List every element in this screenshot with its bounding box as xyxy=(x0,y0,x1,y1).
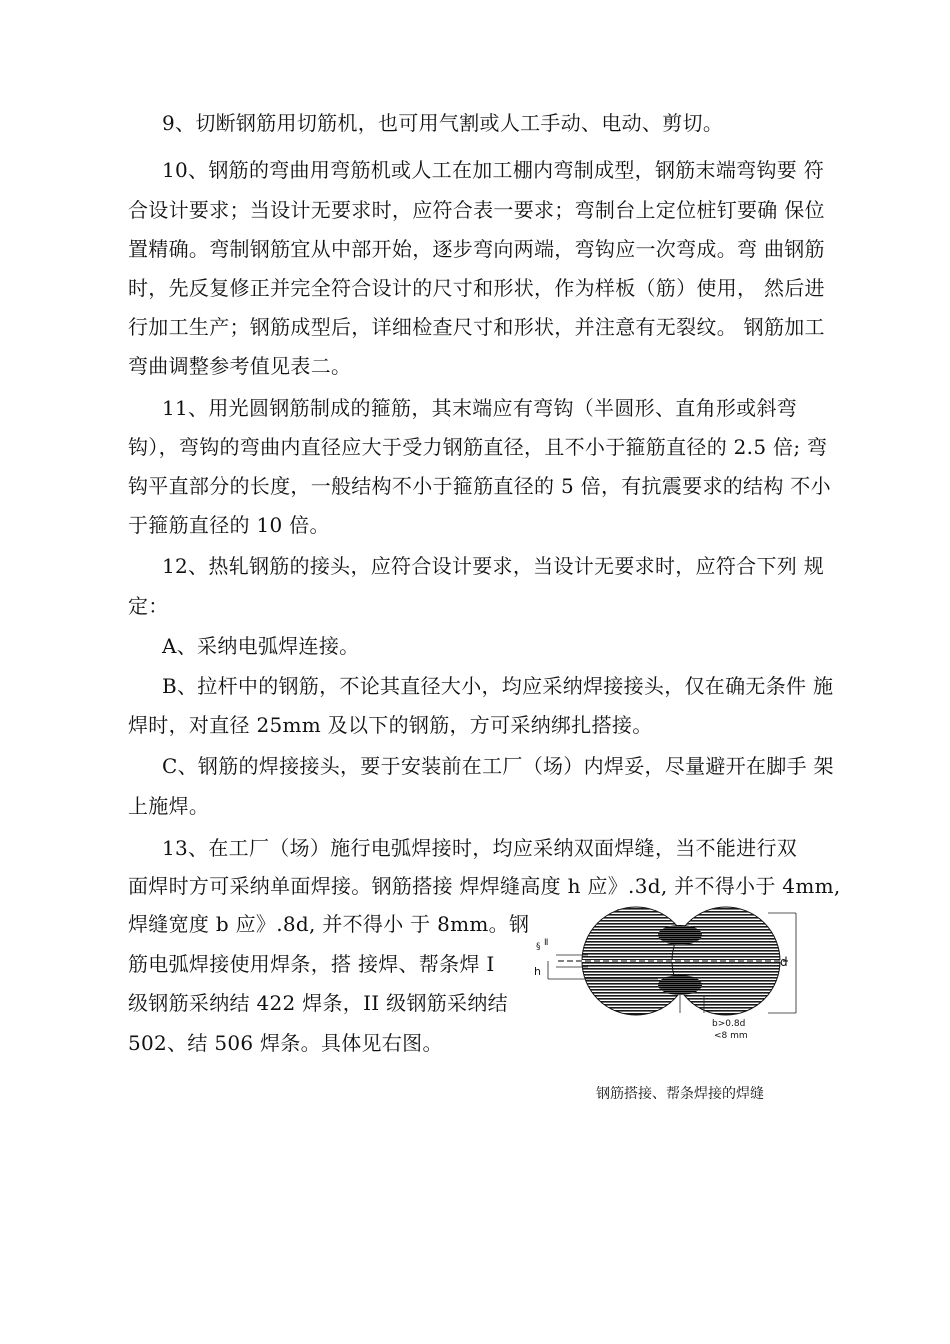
paragraph-11-line-1: 11、用光圆钢筋制成的箍筋，其末端应有弯钩（半圆形、直角形或斜弯 xyxy=(162,396,798,420)
item-c-line-1: C、钢筋的焊接接头，要于安装前在工厂（场）内焊妥，尽量避开在脚手 架 xyxy=(162,754,834,778)
paragraph-10-line-3: 置精确。弯制钢筋宜从中部开始，逐步弯向两端，弯钩应一次弯成。弯 曲钢筋 xyxy=(128,237,825,261)
label-d: d xyxy=(780,955,788,969)
paragraph-13-line-6: 502、结 506 焊条。具体见右图。 xyxy=(128,1031,443,1055)
paragraph-13-line-1: 13、在工厂（场）施行电弧焊接时，均应采纳双面焊缝，当不能进行双 xyxy=(162,836,798,860)
paragraph-11-line-4: 于箍筋直径的 10 倍。 xyxy=(128,513,330,537)
item-b-line-2: 焊时，对直径 25mm 及以下的钢筋，方可采纳绑扎搭接。 xyxy=(128,713,653,737)
paragraph-10-line-1: 10、钢筋的弯曲用弯筋机或人工在加工棚内弯制成型，钢筋末端弯钩要 符 xyxy=(162,158,825,182)
paragraph-10-line-4: 时，先反复修正并完全符合设计的尺寸和形状，作为样板（筋）使用， 然后进 xyxy=(128,276,825,300)
paragraph-11-line-2: 钩），弯钩的弯曲内直径应大于受力钢筋直径，且不小于箍筋直径的 2.5 倍; 弯 xyxy=(128,435,828,459)
item-a-line-1: A、采纳电弧焊连接。 xyxy=(162,634,360,658)
weld-seam-top xyxy=(658,925,702,945)
paragraph-9-line-1: 9、切断钢筋用切筋机，也可用气割或人工手动、电动、剪切。 xyxy=(162,111,724,135)
label-mm: <8 mm xyxy=(714,1031,748,1041)
paragraph-13-line-4: 筋电弧焊接使用焊条，搭 接焊、帮条焊 I xyxy=(128,952,495,976)
paragraph-13-line-2: 面焊时方可采纳单面焊接。钢筋搭接 焊焊缝高度 h 应》.3d, 并不得小于 4mm, xyxy=(128,874,841,898)
paragraph-12-line-2: 定： xyxy=(128,594,169,618)
paragraph-13-line-3: 焊缝宽度 b 应》.8d, 并不得小 于 8mm。钢 xyxy=(128,912,530,936)
item-c-line-2: 上施焊。 xyxy=(128,794,210,818)
paragraph-12-line-1: 12、热轧钢筋的接头，应符合设计要求，当设计无要求时，应符合下列 规 xyxy=(162,554,825,578)
svg-text:Ⅱ: Ⅱ xyxy=(544,938,549,948)
paragraph-10-line-2: 合设计要求；当设计无要求时，应符合表一要求；弯制台上定位桩钉要确 保位 xyxy=(128,198,825,222)
paragraph-10-line-5: 行加工生产；钢筋成型后，详细检查尺寸和形状，并注意有无裂纹。 钢筋加工 xyxy=(128,315,825,339)
weld-diagram xyxy=(528,905,813,1055)
figure-caption: 钢筋搭接、帮条焊接的焊缝 xyxy=(596,1086,764,1102)
item-b-line-1: B、拉杆中的钢筋，不论其直径大小，均应采纳焊接接头，仅在确无条件 施 xyxy=(162,674,834,698)
weld-seam-figure xyxy=(528,905,813,1055)
paragraph-11-line-3: 钩平直部分的长度，一般结构不小于箍筋直径的 5 倍，有抗震要求的结构 不小 xyxy=(128,474,831,498)
svg-text:§: § xyxy=(536,942,541,952)
paragraph-10-line-6: 弯曲调整参考值见表二。 xyxy=(128,354,352,378)
weld-seam-bottom xyxy=(658,975,702,995)
paragraph-13-line-5: 级钢筋采纳结 422 焊条，II 级钢筋采纳结 xyxy=(128,991,508,1015)
label-h: h xyxy=(534,965,541,978)
label-b: b>0.8d xyxy=(712,1019,746,1029)
